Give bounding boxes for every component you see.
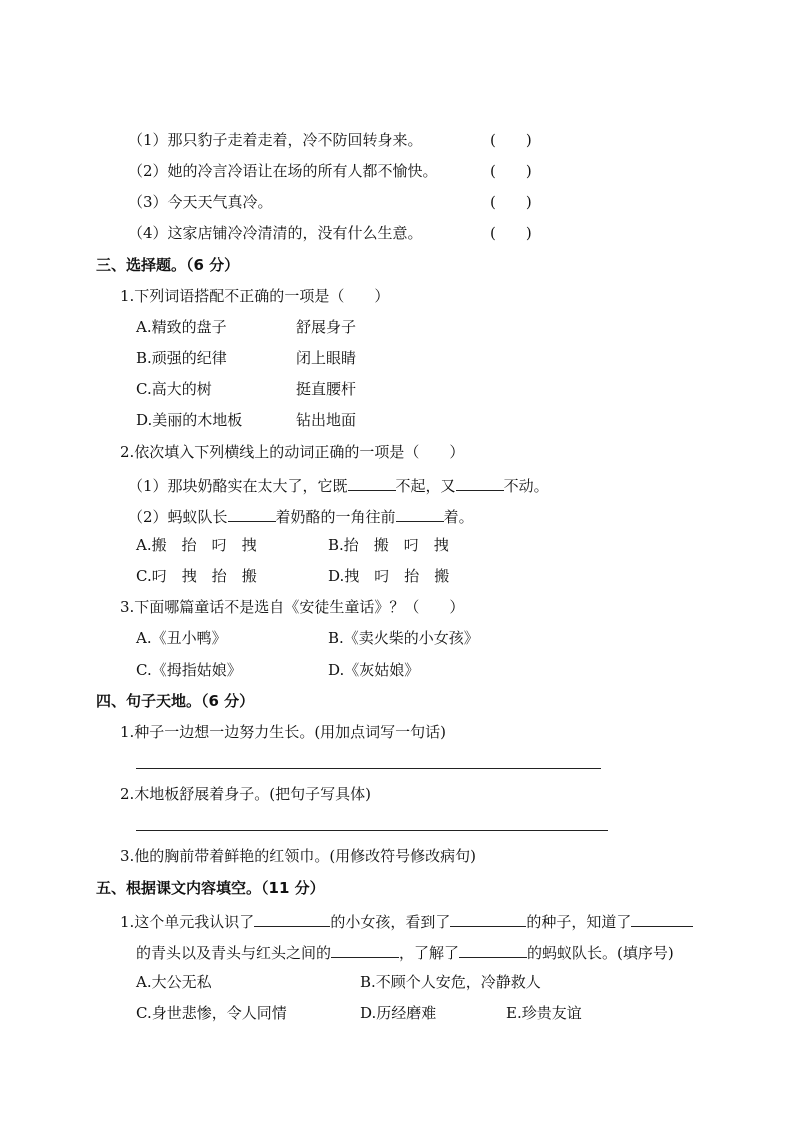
s3-q1-option-c-left: C.高大的树 (136, 380, 212, 398)
fill-blank[interactable] (331, 941, 399, 958)
s5-option-d: D.历经磨难 (360, 1004, 437, 1022)
fill-blank[interactable] (456, 474, 504, 491)
judge-item-3: （3）今天天气真冷。 (128, 193, 273, 211)
s5-q1-line-2 (136, 941, 674, 963)
s3-q1-option-b-left: B.顽强的纪律 (136, 349, 227, 367)
s5-option-e: E.珍贵友谊 (506, 1004, 582, 1022)
s3-q3-stem: 3.下面哪篇童话不是选自《安徒生童话》？（ ） (120, 598, 465, 616)
section-3-heading: 三、选择题。（6 分） (96, 256, 240, 274)
s3-q3-option-d: D.《灰姑娘》 (328, 661, 420, 679)
answer-paren-4[interactable]: ( ) (490, 224, 532, 242)
s3-q1-option-a-left: A.精致的盘子 (136, 318, 227, 336)
s3-q2-option-d: D.拽 叼 抬 搬 (328, 567, 450, 585)
s3-q1-option-a-right: 舒展身子 (296, 318, 357, 336)
fill-blank[interactable] (450, 910, 526, 927)
s3-q2-stem: 2.依次填入下列横线上的动词正确的一项是（ ） (120, 443, 465, 461)
s3-q2-s2-part-a: （2）蚂蚁队长 (128, 508, 228, 526)
s5-option-b: B.不顾个人安危，冷静救人 (360, 973, 541, 991)
judge-item-1: （1）那只豹子走着走着，冷不防回转身来。 (128, 131, 423, 149)
fill-blank[interactable] (631, 910, 693, 927)
answer-line-2[interactable] (136, 830, 608, 831)
answer-paren-3[interactable]: ( ) (490, 193, 532, 211)
s3-q2-s1-part-c: 不动。 (503, 477, 549, 495)
s3-q1-stem: 1.下列词语搭配不正确的一项是（ ） (120, 287, 390, 305)
s3-q2-s2-part-c: 着。 (443, 508, 474, 526)
s5-q1-part-a: 1.这个单元我认识了 (120, 913, 255, 931)
s3-q3-option-b: B.《卖火柴的小女孩》 (328, 629, 479, 647)
judge-item-4: （4）这家店铺冷冷清清的，没有什么生意。 (128, 224, 423, 242)
s3-q2-sentence-1 (128, 474, 549, 496)
s5-q1-part-b: 的小女孩，看到了 (330, 913, 451, 931)
fill-blank[interactable] (348, 474, 396, 491)
s3-q2-s1-part-b: 不起，又 (395, 477, 456, 495)
s4-q2: 2.木地板舒展着身子。(把句子写具体) (120, 785, 372, 803)
s3-q1-option-c-right: 挺直腰杆 (296, 380, 357, 398)
s3-q2-option-a: A.搬 抬 叼 拽 (136, 536, 257, 554)
fill-blank[interactable] (459, 941, 527, 958)
s3-q2-sentence-2 (128, 505, 474, 527)
s3-q2-option-c: C.叼 拽 抬 搬 (136, 567, 257, 585)
judge-item-2: （2）她的冷言冷语让在场的所有人都不愉快。 (128, 162, 438, 180)
s5-option-c: C.身世悲惨，令人同情 (136, 1004, 287, 1022)
answer-line-1[interactable] (136, 768, 601, 769)
s3-q2-s1-part-a: （1）那块奶酪实在太大了，它既 (128, 477, 348, 495)
s3-q3-option-a: A.《丑小鸭》 (136, 629, 227, 647)
answer-paren-1[interactable]: ( ) (490, 131, 532, 149)
s5-q1-line-1 (120, 910, 693, 932)
s3-q1-option-d-left: D.美丽的木地板 (136, 411, 243, 429)
fill-blank[interactable] (254, 910, 330, 927)
s4-q3: 3.他的胸前带着鲜艳的红领巾。(用修改符号修改病句) (120, 847, 477, 865)
section-4-heading: 四、句子天地。（6 分） (96, 692, 255, 710)
fill-blank[interactable] (396, 505, 444, 522)
s3-q1-option-b-right: 闭上眼睛 (296, 349, 357, 367)
s4-q1: 1.种子一边想一边努力生长。(用加点词写一句话) (120, 723, 447, 741)
s5-q1-part-c: 的种子，知道了 (526, 913, 632, 931)
s3-q1-option-d-right: 钻出地面 (296, 411, 357, 429)
answer-paren-2[interactable]: ( ) (490, 162, 532, 180)
fill-blank[interactable] (228, 505, 276, 522)
s3-q2-option-b: B.抬 搬 叼 拽 (328, 536, 449, 554)
s5-q1-part-d: 的青头以及青头与红头之间的 (136, 944, 332, 962)
s3-q3-option-c: C.《拇指姑娘》 (136, 661, 242, 679)
s5-option-a: A.大公无私 (136, 973, 212, 991)
s5-q1-part-f: 的蚂蚁队长。(填序号) (527, 944, 674, 962)
s5-q1-part-e: ，了解了 (399, 944, 460, 962)
s3-q2-s2-part-b: 着奶酪的一角往前 (275, 508, 396, 526)
section-5-heading: 五、根据课文内容填空。（11 分） (96, 879, 325, 897)
